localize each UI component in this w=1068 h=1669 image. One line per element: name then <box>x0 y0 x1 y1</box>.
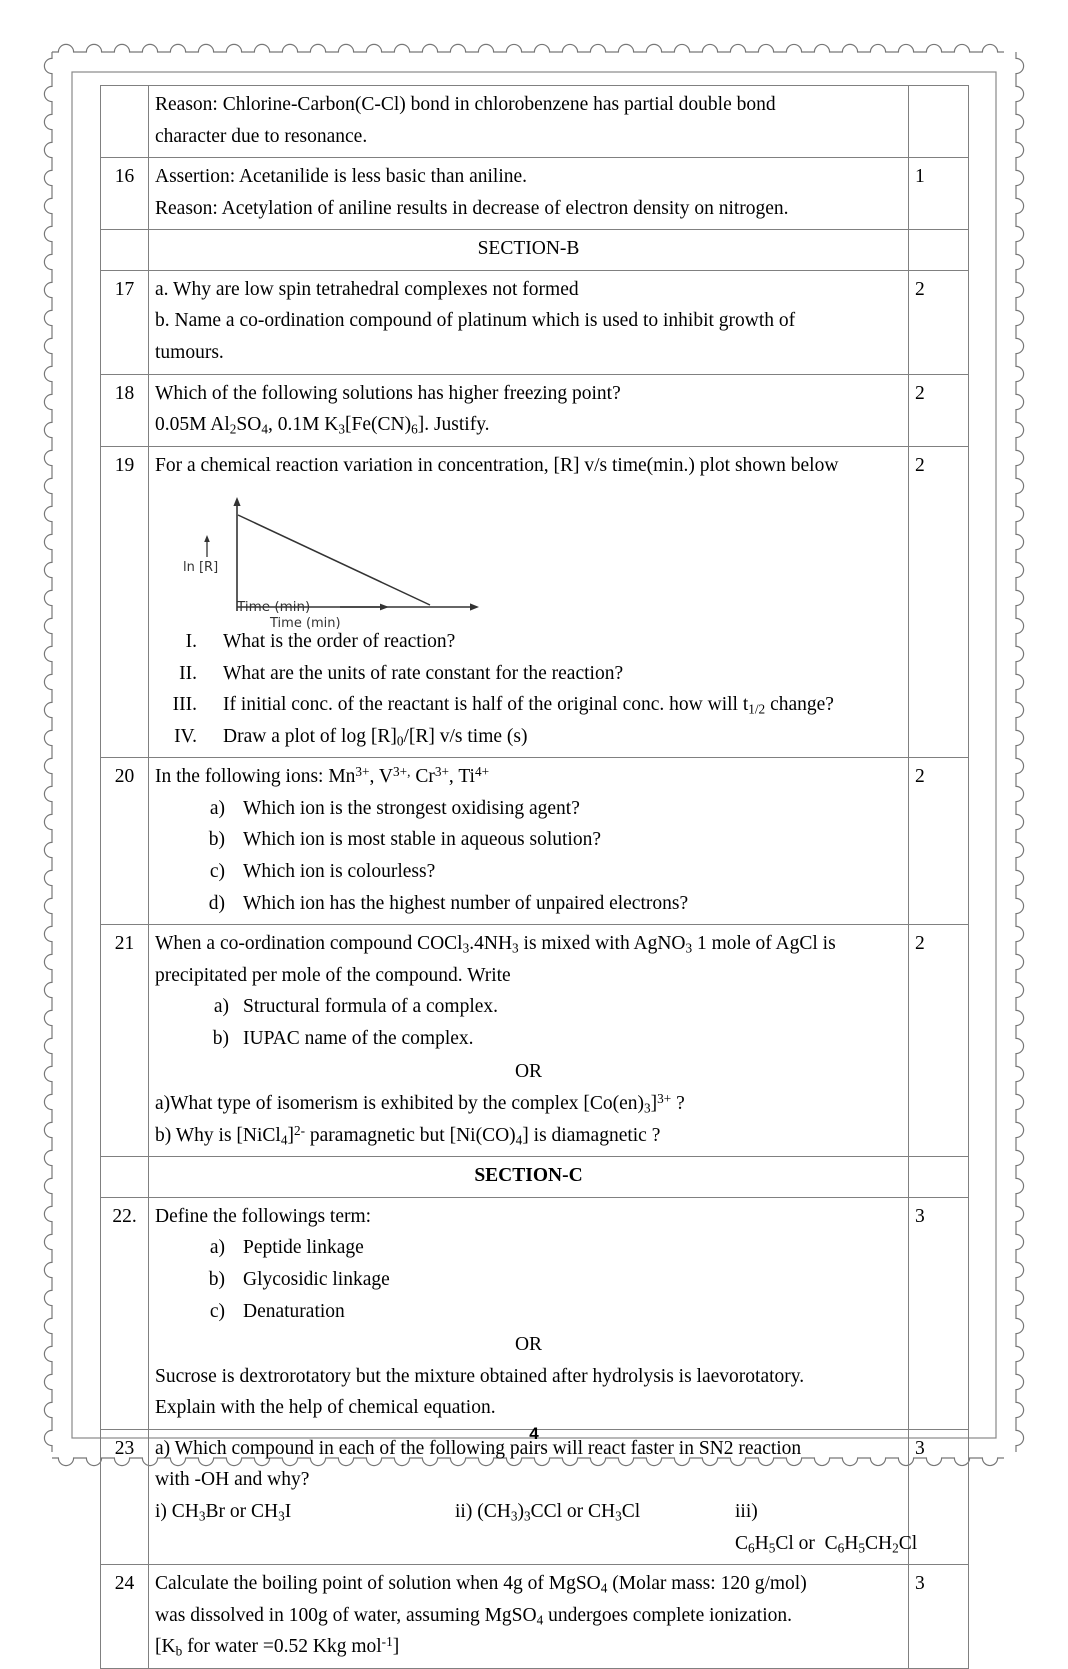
compound-pairs-row <box>155 1496 918 1559</box>
question-body <box>149 925 909 1157</box>
question-line: tumours. <box>155 342 224 364</box>
question-line: [$K_b$ for water =0.52 Kkg mol$^{-1}$] <box>155 1634 400 1659</box>
subscript: 4 <box>261 421 268 437</box>
compound-pair: ii) $(CH_3)_3CCl$ or $CH_3Cl$ <box>455 1500 641 1524</box>
question-line: b. Name a co-ordination compound of platinum which is used to inhibit growth of <box>155 310 796 332</box>
alpha-list <box>155 1232 902 1327</box>
compound-pair: i) $CH_3Br$ or $CH_3I$ <box>155 1500 292 1524</box>
list-marker: c) <box>209 860 225 882</box>
subscript: 3 <box>685 940 693 956</box>
table-row <box>101 374 969 446</box>
table-row <box>101 1197 969 1429</box>
superscript: 3+, <box>393 764 411 780</box>
list-item-text: Peptide linkage <box>243 1237 364 1259</box>
question-body <box>149 446 909 757</box>
superscript: 3+ <box>434 764 449 780</box>
subscript: b <box>175 1643 183 1659</box>
question-marks: 2 <box>909 758 969 925</box>
question-marks: 2 <box>909 270 969 374</box>
question-line: a. Why are low spin tetrahedral complexes not formed <box>155 278 579 300</box>
table-row <box>101 1565 969 1669</box>
list-marker: d) <box>208 892 225 914</box>
superscript: 4+ <box>474 764 490 780</box>
question-line: When a co-ordination compound $COCl_3.4NH_3$ is mixed with AgNO$_3$ 1 mole of AgCl is <box>155 933 836 956</box>
list-item-text: What are the units of rate constant for the reaction? <box>223 662 624 684</box>
superscript: 3+ <box>657 1090 672 1106</box>
table-row-section <box>101 230 969 271</box>
question-marks <box>909 230 969 271</box>
list-item-text: Which ion is most stable in aqueous solution? <box>243 829 601 851</box>
ln-r-vs-time-plot <box>155 495 485 632</box>
question-number: 22. <box>101 1197 149 1429</box>
list-marker: a) <box>209 797 225 819</box>
table-row <box>101 158 969 230</box>
subscript: 6 <box>411 421 418 437</box>
question-line: Reason: Chlorine-Carbon(C-Cl) bond in chlorobenzene has partial double bond <box>155 94 776 115</box>
formula: $CH_3Br$ or $CH_3I$ <box>171 1500 292 1524</box>
list-item <box>155 626 902 658</box>
formula: $C_6H_5Cl$ or $C_6H_5CH_2Cl$ <box>735 1532 918 1556</box>
question-body <box>149 758 909 925</box>
list-item-text: Which ion is colourless? <box>243 860 436 882</box>
question-line: character due to resonance. <box>155 125 368 147</box>
list-item-text: Glycosidic linkage <box>243 1268 390 1290</box>
list-marker: b) <box>208 1268 225 1290</box>
question-body <box>149 270 909 374</box>
table-row <box>101 925 969 1157</box>
question-body <box>149 1197 909 1429</box>
question-line: Calculate the boiling point of solution when 4g of MgSO$_4$ (Molar mass: 120 g/mol) <box>155 1573 807 1596</box>
question-number <box>101 86 149 158</box>
list-item-text: Denaturation <box>243 1300 345 1322</box>
question-number: 18 <box>101 374 149 446</box>
or-separator: OR <box>514 1061 543 1083</box>
table-row-section <box>101 1157 969 1198</box>
alpha-list <box>155 793 902 919</box>
list-marker: b) <box>212 1027 229 1049</box>
plot-x-axis-label-text: Time (min) <box>237 598 311 615</box>
question-formula-line: 0.05M $Al_2SO_4$, 0.1M $K_3[Fe(CN)_6]$. Justify. <box>155 414 490 437</box>
question-line: Assertion: Acetanilide is less basic than aniline. <box>155 166 528 188</box>
question-line: with -OH and why? <box>155 1469 310 1491</box>
list-marker: I. <box>185 630 197 652</box>
list-item <box>155 1023 902 1055</box>
list-item <box>155 1232 902 1264</box>
list-item <box>155 658 902 690</box>
list-marker: b) <box>208 829 225 851</box>
list-item <box>155 888 902 920</box>
subscript: 3 <box>644 1100 651 1116</box>
list-marker: c) <box>209 1300 225 1322</box>
list-item-text: What is the order of reaction? <box>223 630 456 652</box>
question-marks <box>909 86 969 158</box>
list-item-text: IUPAC name of the complex. <box>243 1027 474 1049</box>
table-row <box>101 446 969 757</box>
table-row <box>101 758 969 925</box>
superscript: 2- <box>293 1122 306 1138</box>
list-marker: II. <box>179 662 197 684</box>
subscript: 2 <box>229 421 237 437</box>
or-separator: OR <box>514 1334 543 1356</box>
list-item <box>155 793 902 825</box>
list-item-text: Draw a plot of $\log [R]_0/[R]$ v/s time (s) <box>223 725 528 749</box>
question-alt-line: Explain with the help of chemical equation. <box>155 1397 496 1419</box>
question-marks: 2 <box>909 446 969 757</box>
question-alt-line: Sucrose is dextrorotatory but the mixture obtained after hydrolysis is laevorotatory. <box>155 1365 805 1387</box>
page-number: 4 <box>529 1424 539 1443</box>
superscript: -1 <box>381 1634 393 1650</box>
question-marks: 3 <box>909 1565 969 1669</box>
rate-plot-figure <box>155 481 902 632</box>
question-line: a) Which compound in each of the following pairs will react faster in SN2 reaction <box>155 1437 802 1459</box>
superscript: 3+ <box>355 764 370 780</box>
question-line: Define the followings term: <box>155 1205 372 1227</box>
list-item-text: If initial conc. of the reactant is half of the original conc. how will $t_{1/2}$ change? <box>223 694 834 717</box>
question-number: 20 <box>101 758 149 925</box>
table-row <box>101 86 969 158</box>
question-marks: 2 <box>909 925 969 1157</box>
compound-pair: iii) $C_6H_5Cl$ or $C_6H_5CH_2Cl$ <box>735 1500 918 1556</box>
question-line: For a chemical reaction variation in concentration, [R] v/s time(min.) plot shown below <box>155 454 839 476</box>
question-body <box>149 1429 918 1564</box>
subscript: 4 <box>600 1580 608 1596</box>
plot-x-axis-label: Time (min) <box>270 616 341 632</box>
list-item-text: Which ion is the strongest oxidising agent? <box>243 797 580 819</box>
question-number: 16 <box>101 158 149 230</box>
question-line: Which of the following solutions has higher freezing point? <box>155 382 621 404</box>
question-marks <box>909 1157 969 1198</box>
list-item <box>155 856 902 888</box>
question-number: 17 <box>101 270 149 374</box>
question-number: 24 <box>101 1565 149 1669</box>
question-line: precipitated per mole of the compound. Write <box>155 964 511 986</box>
question-marks: 1 <box>909 158 969 230</box>
list-item <box>155 991 902 1023</box>
question-alt-line: b) Why is [NiCl$_4$]$^{2-}$ paramagnetic but $[Ni(CO)_4]$ is diamagnetic ? <box>155 1122 661 1148</box>
question-number: 21 <box>101 925 149 1157</box>
subscript: 4 <box>536 1612 544 1628</box>
question-body <box>149 1565 909 1669</box>
list-item-text: Structural formula of a complex. <box>243 996 499 1018</box>
table-row <box>101 270 969 374</box>
question-number <box>101 230 149 271</box>
question-number <box>101 1157 149 1198</box>
question-body <box>149 86 909 158</box>
list-item <box>155 721 902 753</box>
list-item <box>155 689 902 721</box>
list-item <box>155 1296 902 1328</box>
roman-list <box>155 626 902 752</box>
subscript: 1/2 <box>748 701 766 717</box>
subscript: 0 <box>396 733 404 749</box>
question-line: Reason: Acetylation of aniline results in decrease of electron density on nitrogen. <box>155 197 789 219</box>
list-item-text: Which ion has the highest number of unpaired electrons? <box>243 892 689 914</box>
section-heading-c: SECTION-C <box>149 1157 909 1198</box>
alpha-list <box>155 991 902 1054</box>
list-item <box>155 824 902 856</box>
formula: $(CH_3)_3CCl$ or $CH_3Cl$ <box>477 1500 641 1524</box>
question-number: 19 <box>101 446 149 757</box>
question-body <box>149 158 909 230</box>
question-line: In the following ions: $Mn^{3+}$, $V^{3+,}$ $Cr^{3+}$, $Ti^{4+}$ <box>155 764 490 788</box>
list-marker: a) <box>213 996 229 1018</box>
question-body <box>149 374 909 446</box>
subscript: 3 <box>338 421 345 437</box>
question-alt-line: a)What type of isomerism is exhibited by the complex $[Co(en)_3]^{3+}$ ? <box>155 1090 685 1116</box>
question-marks: 3 <box>909 1429 969 1564</box>
subscript: 3 <box>512 940 519 956</box>
subscript: 3 <box>462 940 470 956</box>
list-item <box>155 1264 902 1296</box>
list-marker: a) <box>209 1237 225 1259</box>
table-row <box>101 1429 969 1564</box>
question-number: 23 <box>101 1429 149 1564</box>
list-marker: IV. <box>174 725 197 747</box>
section-heading-b: SECTION-B <box>149 230 909 271</box>
list-marker: III. <box>172 694 197 716</box>
question-marks: 2 <box>909 374 969 446</box>
question-marks: 3 <box>909 1197 969 1429</box>
plot-y-axis-label: ln [R] <box>183 560 219 576</box>
subscript: 4 <box>280 1132 288 1148</box>
question-line: was dissolved in 100g of water, assuming MgSO$_4$ undergoes complete ionization. <box>155 1604 792 1628</box>
subscript: 4 <box>515 1132 523 1148</box>
